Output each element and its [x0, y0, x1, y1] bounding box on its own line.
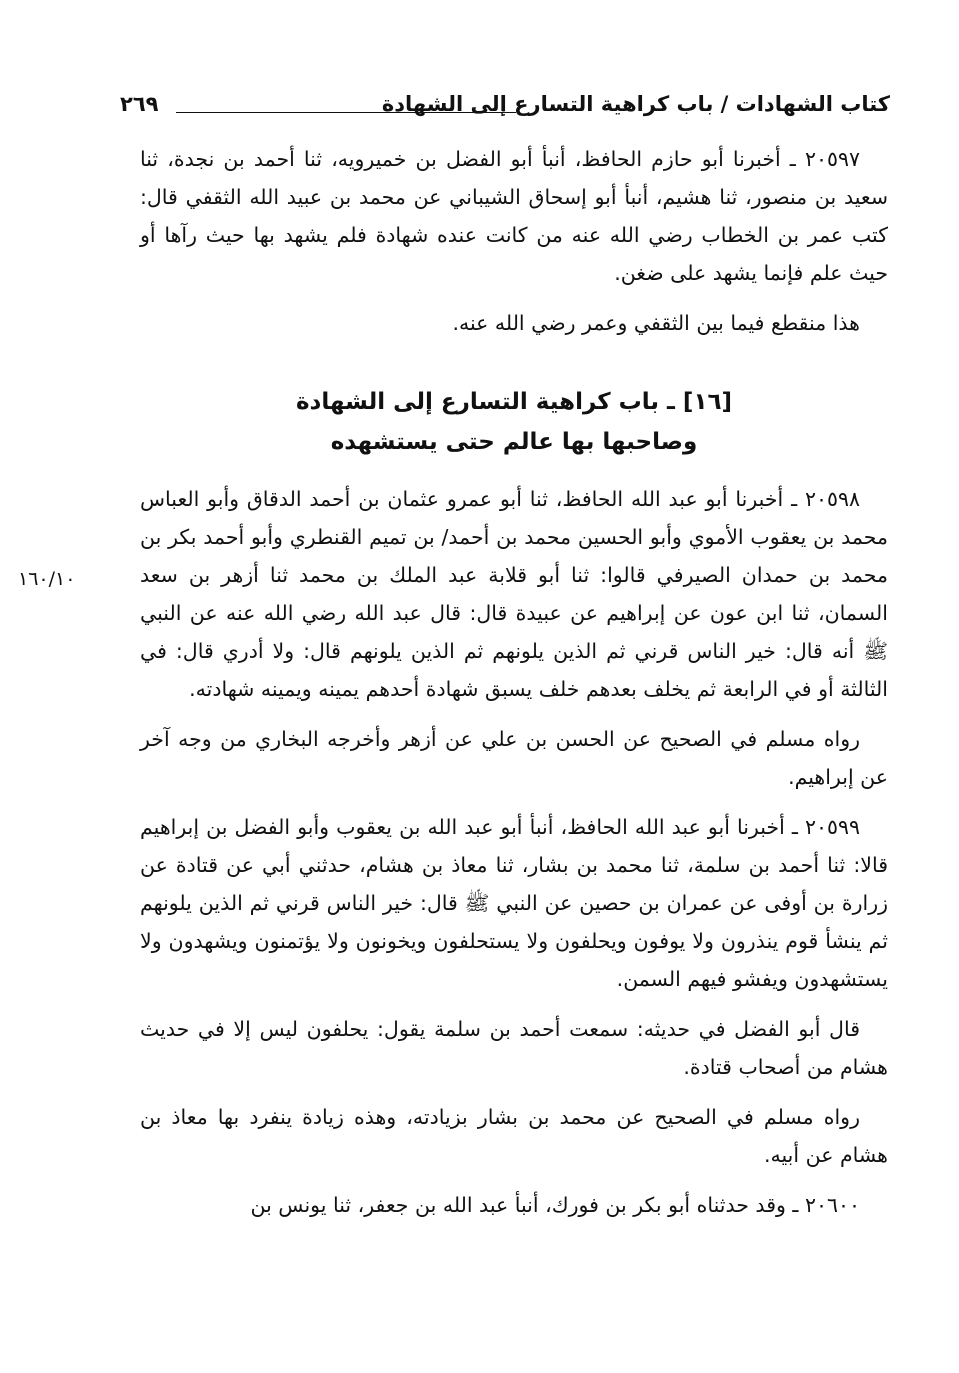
paragraph-20597: ٢٠٥٩٧ ـ أخبرنا أبو حازم الحافظ، أنبأ أبو الفضل بن خميرويه، ثنا أحمد بن نجدة، ثنا سعيد بن منصور، ثنا هشيم، أنبأ أبو إسحاق الشيباني عن محمد بن عبيد الله الثقفي قال: كتب عمر بن الخطاب رضي الله عنه من كانت عنده شهادة فلم يشهد بها حيث رآها أو حيث علم فإنما يشهد على ضغن.: [140, 147, 888, 285]
paragraph-20598: ٢٠٥٩٨ ـ أخبرنا أبو عبد الله الحافظ، ثنا أبو عمرو عثمان بن أحمد الدقاق وأبو العباس محمد بن يعقوب الأموي وأبو الحسين محمد بن أحمد/ بن تميم القنطري وأبو أحمد بكر بن محمد بن حمدان الصيرفي قالوا: ثنا أبو قلابة عبد الملك بن محمد ثنا أزهر بن سعد السمان، ثنا ابن عون عن إبراهيم عن عبيدة قال: قال عبد الله رضي الله عنه عن النبي ﷺ أنه قال: خير الناس قرني ثم الذين يلونهم ثم الذين يلونهم قال: ولا أدري قال: في الثالثة أو في الرابعة ثم يخلف بعدهم خلف يسبق شهادة أحدهم يمينه ويمينه شهادته.: [140, 487, 888, 701]
margin-reference: ١٦٠/١٠: [18, 568, 76, 590]
paragraph-note-2: رواه مسلم في الصحيح عن الحسن بن علي عن أزهر وأخرجه البخاري من وجه آخر عن إبراهيم.: [140, 727, 888, 789]
text-body: [140, 140, 888, 1236]
chapter-heading: [140, 382, 888, 462]
paragraph-note-4: رواه مسلم في الصحيح عن محمد بن بشار بزيادته، وهذه زيادة ينفرد بها معاذ بن هشام عن أبيه.: [140, 1105, 888, 1167]
page-header: [120, 92, 890, 132]
paragraph-20599: ٢٠٥٩٩ ـ أخبرنا أبو عبد الله الحافظ، أنبأ أبو عبد الله بن يعقوب وأبو الفضل بن إبراهيم قالا: ثنا أحمد بن سلمة، ثنا محمد بن بشار، ثنا معاذ بن هشام، حدثني أبي عن قتادة عن زرارة بن أوفى عن عمران بن حصين عن النبي ﷺ قال: خير الناس قرني ثم الذين يلونهم ثم ينشأ قوم ينذرون ولا يوفون ويحلفون ولا يستحلفون ويخونون ولا يؤتمنون ويشهدون ولا يستشهدون ويفشو فيهم السمن.: [140, 815, 888, 991]
paragraph-20600: ٢٠٦٠٠ ـ وقد حدثناه أبو بكر بن فورك، أنبأ عبد الله بن جعفر، ثنا يونس بن: [250, 1193, 860, 1217]
chapter-heading-line-1: [١٦] ـ باب كراهية التسارع إلى الشهادة: [295, 389, 733, 415]
running-title: كتاب الشهادات / باب كراهية التسارع إلى الشهادة: [381, 92, 890, 116]
page-number: ٢٦٩: [120, 92, 159, 116]
paragraph-note-3: قال أبو الفضل في حديثه: سمعت أحمد بن سلمة يقول: يحلفون ليس إلا في حديث هشام من أصحاب قتادة.: [140, 1017, 888, 1079]
paragraph-note-1: هذا منقطع فيما بين الثقفي وعمر رضي الله عنه.: [452, 311, 860, 335]
chapter-heading-line-2: وصاحبها بها عالم حتى يستشهده: [330, 429, 698, 455]
header-rule: [176, 112, 516, 113]
